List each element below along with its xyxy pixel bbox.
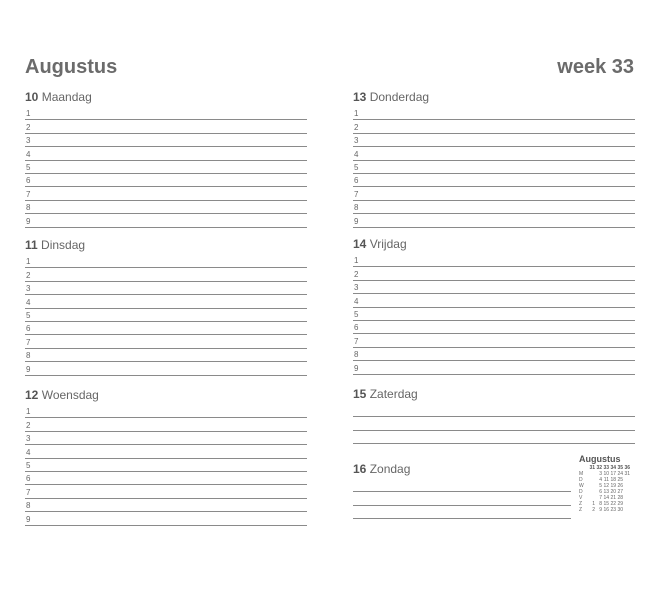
hour-line	[353, 107, 635, 120]
hour-number: 7	[354, 336, 359, 346]
mini-calendar-date: 20	[610, 489, 616, 495]
hour-line	[25, 485, 307, 498]
hour-number: 1	[354, 256, 359, 266]
hour-line	[25, 187, 307, 200]
mini-calendar-week-number: 35	[617, 465, 623, 471]
hour-number: 1	[26, 109, 31, 119]
hour-number: 5	[354, 162, 359, 172]
hour-number: 4	[26, 297, 31, 307]
hour-number: 8	[354, 350, 359, 360]
hour-number: 2	[26, 270, 31, 280]
hour-line	[353, 334, 635, 347]
day-block-donderdag	[353, 89, 635, 228]
hour-line	[25, 107, 307, 120]
day-header	[353, 386, 635, 402]
hour-line	[353, 267, 635, 280]
hour-line	[353, 348, 635, 361]
hour-line	[25, 174, 307, 187]
day-block-zaterdag	[353, 386, 635, 444]
mini-calendar-title: Augustus	[579, 454, 621, 464]
hour-number: 8	[26, 501, 31, 511]
mini-calendar-date: 4	[599, 477, 602, 483]
hour-line	[25, 161, 307, 174]
mini-calendar-week-number: 31	[589, 465, 595, 471]
mini-calendar-weekday: W	[579, 483, 584, 489]
hour-line	[353, 161, 635, 174]
mini-calendar-date	[623, 507, 630, 513]
hour-line	[25, 405, 307, 418]
mini-calendar-date: 23	[610, 507, 616, 513]
hour-number: 5	[26, 162, 31, 172]
writing-line	[353, 417, 635, 430]
mini-calendar-weekday: Z	[579, 507, 583, 513]
mini-calendar-date: 16	[603, 507, 609, 513]
day-name: Zaterdag	[369, 387, 418, 401]
hour-line	[25, 255, 307, 268]
day-name: Maandag	[41, 90, 92, 104]
hour-number: 7	[26, 487, 31, 497]
hour-number: 4	[26, 149, 31, 159]
writing-line	[353, 431, 635, 444]
hour-line	[25, 214, 307, 227]
day-header	[25, 237, 307, 253]
hour-number: 5	[354, 309, 359, 319]
hour-line	[353, 147, 635, 160]
mini-calendar-date: 3	[599, 471, 602, 477]
hour-line	[25, 349, 307, 362]
mini-calendar-date: 5	[599, 483, 602, 489]
day-header	[25, 387, 307, 403]
hour-number: 9	[354, 216, 359, 226]
mini-calendar-weekday: D	[579, 489, 583, 495]
mini-calendar-date: 1	[592, 501, 595, 507]
day-name: Zondag	[369, 462, 411, 476]
hour-line	[25, 120, 307, 133]
hour-number: 8	[26, 203, 31, 213]
hour-number: 9	[354, 363, 359, 373]
page-title: Augustus	[25, 56, 118, 78]
hour-line	[25, 418, 307, 431]
mini-calendar-weekday: Z	[579, 501, 583, 507]
mini-calendar-date: 2	[592, 507, 595, 513]
hour-number: 1	[26, 407, 31, 417]
hour-line	[353, 321, 635, 334]
mini-calendar-date: 10	[603, 471, 609, 477]
mini-calendar-weekday: D	[579, 477, 583, 483]
hour-line	[25, 335, 307, 348]
hour-line	[25, 322, 307, 335]
hour-number: 8	[354, 203, 359, 213]
writing-line	[353, 404, 635, 417]
hour-number: 6	[354, 176, 359, 186]
day-header	[353, 89, 635, 105]
hour-number: 3	[26, 434, 31, 444]
hour-number: 6	[26, 176, 31, 186]
day-block-vrijdag	[353, 236, 635, 375]
hour-number: 3	[26, 136, 31, 146]
mini-calendar-date: 27	[617, 489, 623, 495]
day-number: 12	[25, 388, 39, 402]
hour-line	[25, 282, 307, 295]
hour-number: 4	[26, 447, 31, 457]
hour-number: 2	[26, 420, 31, 430]
hour-line	[353, 294, 635, 307]
mini-calendar	[579, 454, 639, 513]
hour-number: 9	[26, 514, 31, 524]
hour-number: 2	[354, 122, 359, 132]
hour-line	[353, 201, 635, 214]
hour-number: 5	[26, 460, 31, 470]
hour-number: 7	[354, 189, 359, 199]
day-header	[353, 236, 635, 252]
hour-line	[25, 512, 307, 525]
mini-calendar-date: 24	[617, 471, 623, 477]
mini-calendar-date: 18	[610, 477, 616, 483]
mini-calendar-weekday: V	[579, 495, 583, 501]
day-number: 13	[353, 90, 367, 104]
hour-line	[353, 361, 635, 374]
mini-calendar-date: 19	[610, 483, 616, 489]
writing-line	[353, 479, 571, 492]
mini-calendar-date: 6	[599, 489, 602, 495]
hour-number: 3	[354, 136, 359, 146]
hour-line	[25, 268, 307, 281]
hour-number: 1	[354, 109, 359, 119]
hour-line	[353, 254, 635, 267]
hour-number: 7	[26, 189, 31, 199]
day-block-woensdag	[25, 387, 307, 526]
mini-calendar-date: 30	[617, 507, 623, 513]
mini-calendar-date: 26	[617, 483, 623, 489]
hour-line	[25, 459, 307, 472]
mini-calendar-week-number: 32	[596, 465, 602, 471]
week-number: week 33	[557, 56, 634, 78]
hour-line	[353, 134, 635, 147]
mini-calendar-date: 14	[603, 495, 609, 501]
hour-line	[353, 281, 635, 294]
mini-calendar-date: 31	[624, 471, 630, 477]
day-block-zondag	[353, 461, 571, 519]
day-name: Dinsdag	[41, 238, 86, 252]
writing-line	[353, 506, 571, 519]
mini-calendar-row	[579, 507, 630, 513]
day-number: 15	[353, 387, 367, 401]
hour-line	[353, 214, 635, 227]
hour-line	[353, 187, 635, 200]
hour-line	[25, 432, 307, 445]
mini-calendar-date: 25	[617, 477, 623, 483]
hour-number: 4	[354, 149, 359, 159]
mini-calendar-weekday: M	[579, 471, 584, 477]
hour-number: 5	[26, 310, 31, 320]
mini-calendar-week-number: 36	[624, 465, 630, 471]
mini-calendar-date: 21	[610, 495, 616, 501]
hour-line	[25, 147, 307, 160]
mini-calendar-date: 12	[603, 483, 609, 489]
mini-calendar-date: 28	[617, 495, 623, 501]
mini-calendar-date: 8	[599, 501, 602, 507]
hour-number: 9	[26, 364, 31, 374]
writing-line	[353, 492, 571, 505]
hour-line	[25, 445, 307, 458]
day-block-dinsdag	[25, 237, 307, 376]
hour-number: 3	[26, 284, 31, 294]
hour-line	[25, 201, 307, 214]
day-name: Woensdag	[41, 388, 99, 402]
mini-calendar-grid	[579, 465, 630, 513]
mini-calendar-week-number: 34	[610, 465, 616, 471]
hour-line	[25, 499, 307, 512]
hour-number: 2	[26, 122, 31, 132]
hour-line	[25, 362, 307, 375]
hour-number: 1	[26, 257, 31, 267]
hour-number: 9	[26, 216, 31, 226]
day-number: 14	[353, 237, 367, 251]
hour-number: 6	[26, 474, 31, 484]
hour-line	[25, 472, 307, 485]
hour-line	[353, 120, 635, 133]
mini-calendar-date: 7	[599, 495, 602, 501]
hour-number: 3	[354, 283, 359, 293]
day-name: Vrijdag	[369, 237, 407, 251]
mini-calendar-date: 22	[610, 501, 616, 507]
day-number: 11	[25, 238, 38, 252]
mini-calendar-date: 15	[603, 501, 609, 507]
hour-line	[353, 174, 635, 187]
day-header	[25, 89, 307, 105]
day-header	[353, 461, 571, 477]
hour-number: 6	[26, 324, 31, 334]
mini-calendar-week-number: 33	[603, 465, 609, 471]
mini-calendar-date: 29	[617, 501, 623, 507]
hour-number: 7	[26, 337, 31, 347]
hour-line	[25, 309, 307, 322]
day-number: 16	[353, 462, 367, 476]
hour-number: 4	[354, 296, 359, 306]
hour-number: 2	[354, 269, 359, 279]
day-name: Donderdag	[369, 90, 430, 104]
mini-calendar-date: 17	[610, 471, 616, 477]
day-block-maandag	[25, 89, 307, 228]
day-number: 10	[25, 90, 39, 104]
hour-line	[353, 308, 635, 321]
mini-calendar-date: 13	[603, 489, 609, 495]
hour-line	[25, 134, 307, 147]
hour-line	[25, 295, 307, 308]
mini-calendar-date: 9	[599, 507, 602, 513]
hour-number: 8	[26, 351, 31, 361]
hour-number: 6	[354, 323, 359, 333]
mini-calendar-date: 11	[603, 477, 609, 483]
